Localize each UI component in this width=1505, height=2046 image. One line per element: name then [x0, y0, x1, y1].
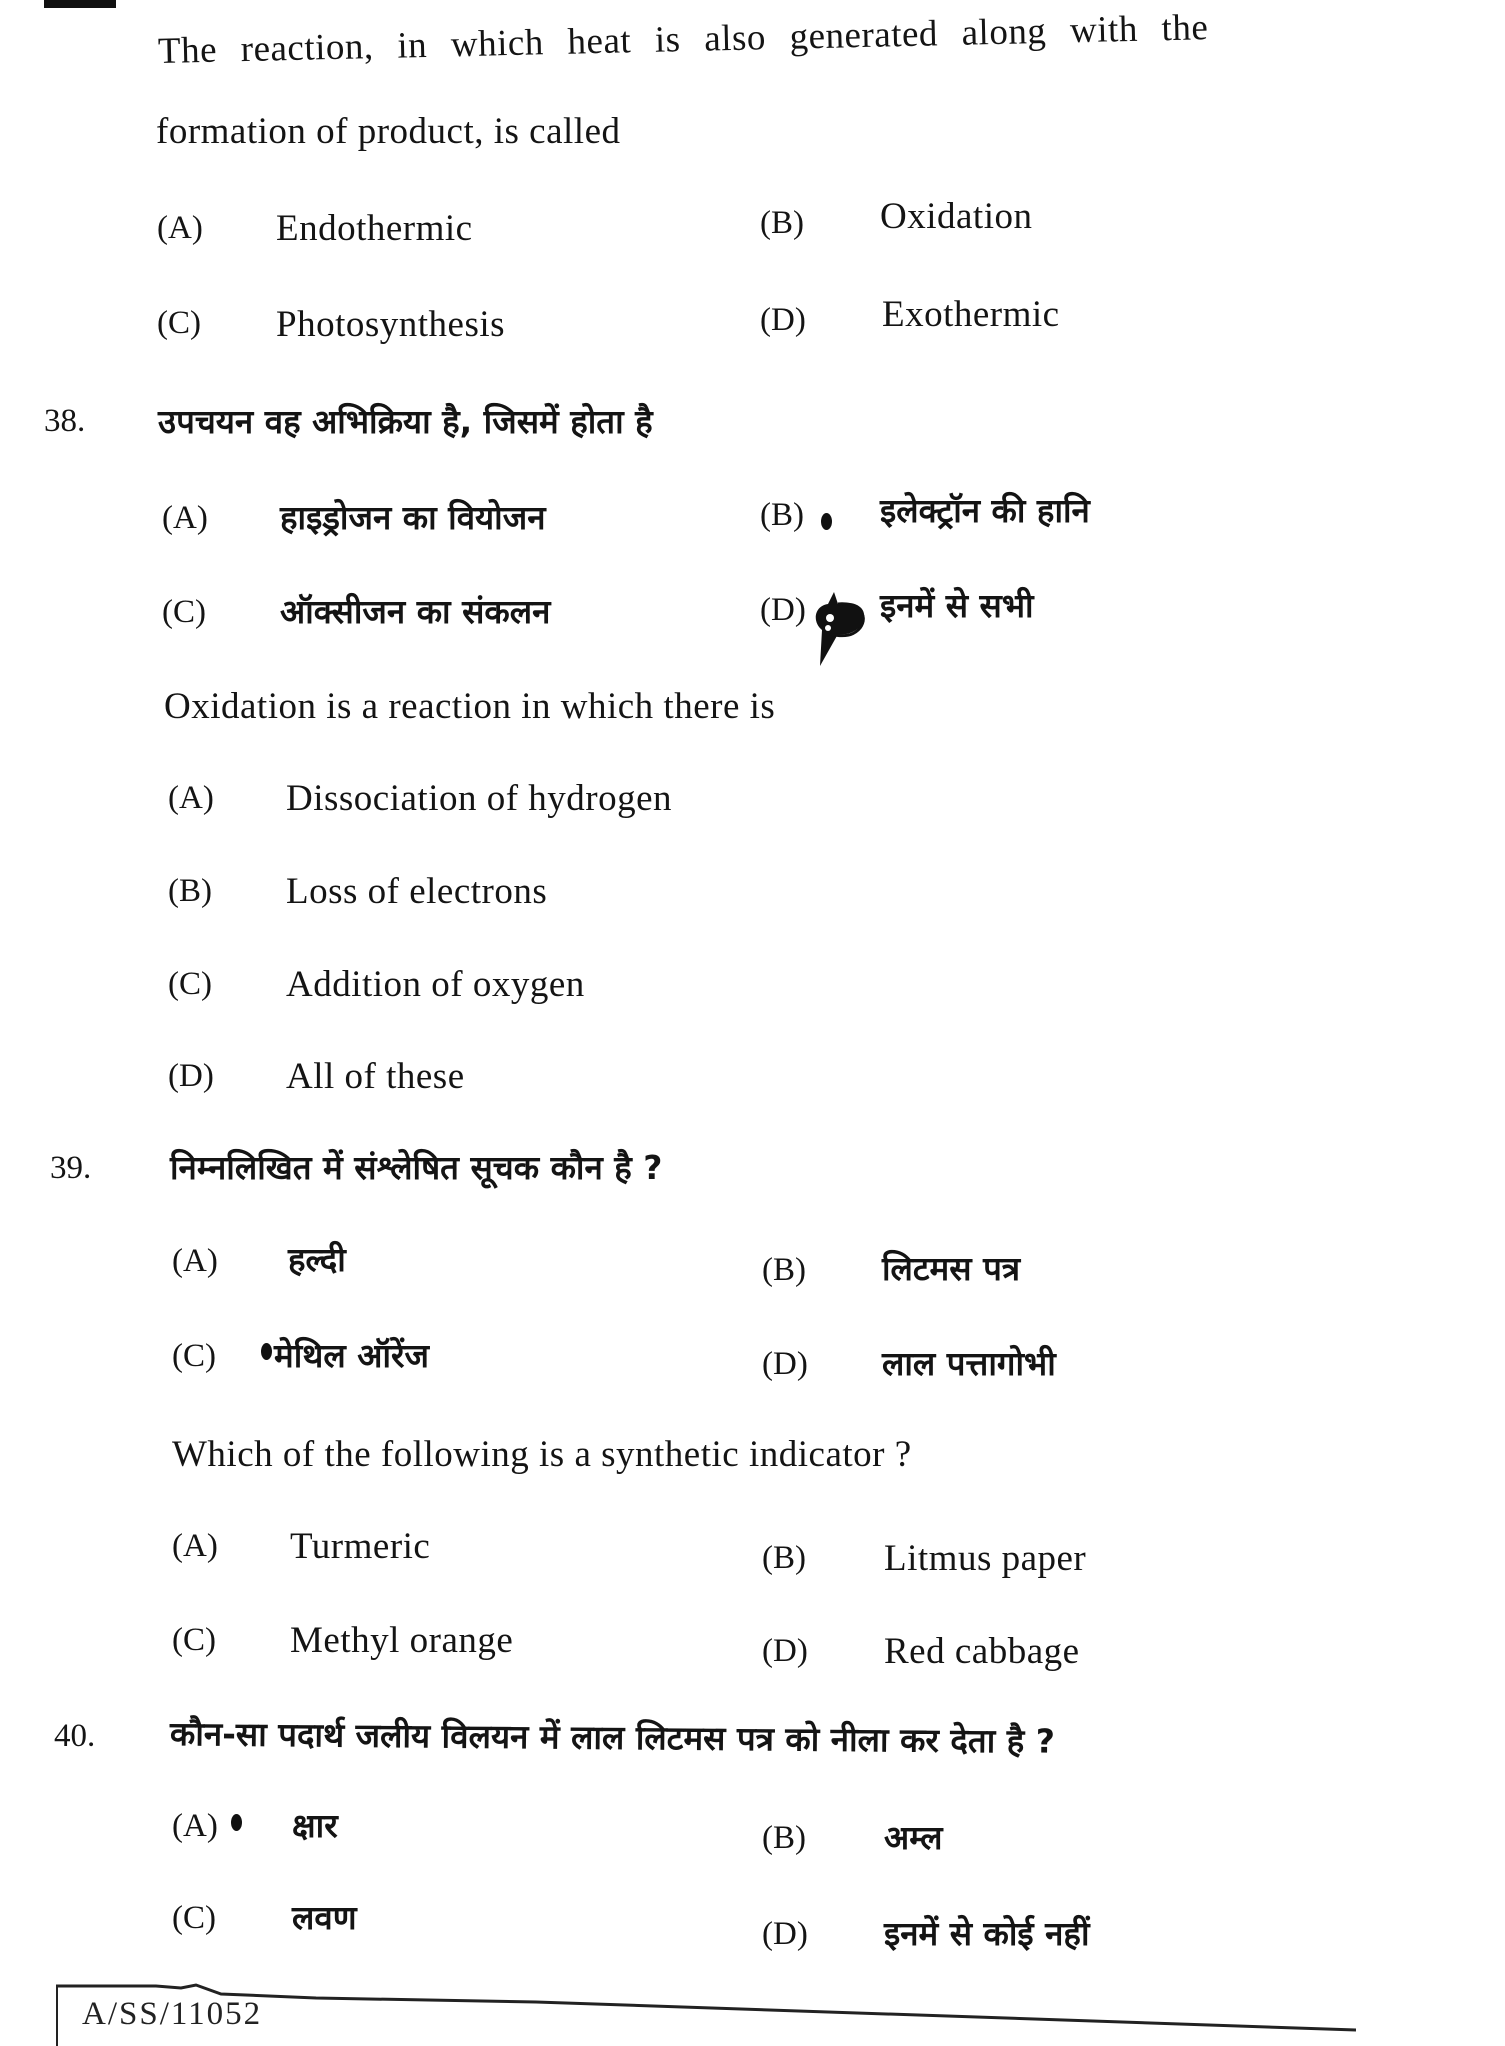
- q38-hi-option-b-label: (B): [760, 497, 804, 533]
- answer-mark-dot: [261, 1343, 272, 1360]
- q39-hi-option-c-label: (C): [172, 1338, 216, 1374]
- q38-hi-option-c-text: ऑक्सीजन का संकलन: [280, 592, 551, 631]
- question-37-text-line2: formation of product, is called: [156, 111, 621, 152]
- q39-en-option-b-label: (B): [762, 1540, 806, 1576]
- q40-option-b-label: (B): [762, 1820, 806, 1856]
- q40-option-b-text: अम्ल: [884, 1818, 943, 1857]
- q37-option-c-label: (C): [157, 305, 201, 341]
- q37-option-c-text: Photosynthesis: [276, 304, 506, 345]
- q37-option-d-label: (D): [760, 302, 806, 338]
- q38-en-option-a-label: (A): [168, 780, 214, 816]
- q38-hi-option-d-label: (D): [760, 592, 806, 628]
- question-39-english-text: Which of the following is a synthetic indicator ?: [172, 1434, 912, 1475]
- q40-option-c-text: लवण: [292, 1898, 357, 1937]
- q38-en-option-d-text: All of these: [286, 1056, 465, 1097]
- q38-en-option-b-text: Loss of electrons: [286, 871, 548, 912]
- q38-en-option-c-label: (C): [168, 966, 212, 1002]
- q39-hi-option-b-label: (B): [762, 1252, 806, 1288]
- q39-hi-option-a-label: (A): [172, 1243, 218, 1279]
- q38-hi-option-a-text: हाइड्रोजन का वियोजन: [280, 498, 546, 537]
- q38-en-option-c-text: Addition of oxygen: [286, 964, 585, 1005]
- q37-option-b-label: (B): [760, 205, 804, 241]
- q38-hi-option-c-label: (C): [162, 594, 206, 630]
- question-40-number: 40.: [54, 1718, 96, 1754]
- q39-en-option-d-text: Red cabbage: [884, 1631, 1080, 1672]
- q37-option-a-label: (A): [157, 210, 203, 246]
- answer-mark-dot: [821, 513, 832, 530]
- q40-option-c-label: (C): [172, 1900, 216, 1936]
- q39-en-option-d-label: (D): [762, 1633, 808, 1669]
- question-37-text-line1: The reaction, in which heat is also generated along with the: [157, 7, 1209, 72]
- q40-option-a-text: क्षार: [292, 1806, 338, 1845]
- q40-option-d-text: इनमें से कोई नहीं: [884, 1914, 1090, 1953]
- q38-hi-option-b-text: इलेक्ट्रॉन की हानि: [880, 491, 1090, 530]
- question-38-hindi-text: उपचयन वह अभिक्रिया है, जिसमें होता है: [158, 402, 653, 441]
- q38-hi-option-a-label: (A): [162, 500, 208, 536]
- corner-registration-mark: [44, 0, 116, 8]
- q37-option-b-text: Oxidation: [880, 196, 1033, 237]
- q39-en-option-c-label: (C): [172, 1622, 216, 1658]
- q38-en-option-b-label: (B): [168, 873, 212, 909]
- paper-code: A/SS/11052: [82, 1996, 263, 2032]
- q39-hi-option-c-text: मेथिल ऑरेंज: [274, 1336, 429, 1375]
- question-39-hindi-text: निम्नलिखित में संश्लेषित सूचक कौन है ?: [170, 1148, 663, 1187]
- q38-en-option-d-label: (D): [168, 1058, 214, 1094]
- q37-option-d-text: Exothermic: [882, 294, 1060, 335]
- q40-option-a-label: (A): [172, 1808, 218, 1844]
- q39-en-option-c-text: Methyl orange: [290, 1620, 514, 1661]
- q38-en-option-a-text: Dissociation of hydrogen: [286, 778, 673, 819]
- question-38-english-text: Oxidation is a reaction in which there is: [164, 686, 776, 727]
- q39-hi-option-d-label: (D): [762, 1346, 808, 1382]
- q39-hi-option-d-text: लाल पत्तागोभी: [882, 1344, 1056, 1383]
- question-39-number: 39.: [50, 1150, 92, 1186]
- q39-hi-option-a-text: हल्दी: [288, 1240, 346, 1279]
- q39-en-option-b-text: Litmus paper: [884, 1538, 1087, 1579]
- q39-hi-option-b-text: लिटमस पत्र: [882, 1249, 1021, 1288]
- question-40-hindi-text: कौन-सा पदार्थ जलीय विलयन में लाल लिटमस पत्र को नीला कर देता है ?: [169, 1714, 1056, 1761]
- question-38-number: 38.: [44, 403, 86, 439]
- answer-mark-dot: [231, 1814, 242, 1831]
- q40-option-d-label: (D): [762, 1916, 808, 1952]
- pen-scribble-mark: [808, 590, 872, 670]
- q39-en-option-a-label: (A): [172, 1528, 218, 1564]
- q37-option-a-text: Endothermic: [276, 208, 473, 249]
- q38-hi-option-d-text: इनमें से सभी: [880, 586, 1034, 625]
- q39-en-option-a-text: Turmeric: [290, 1526, 431, 1567]
